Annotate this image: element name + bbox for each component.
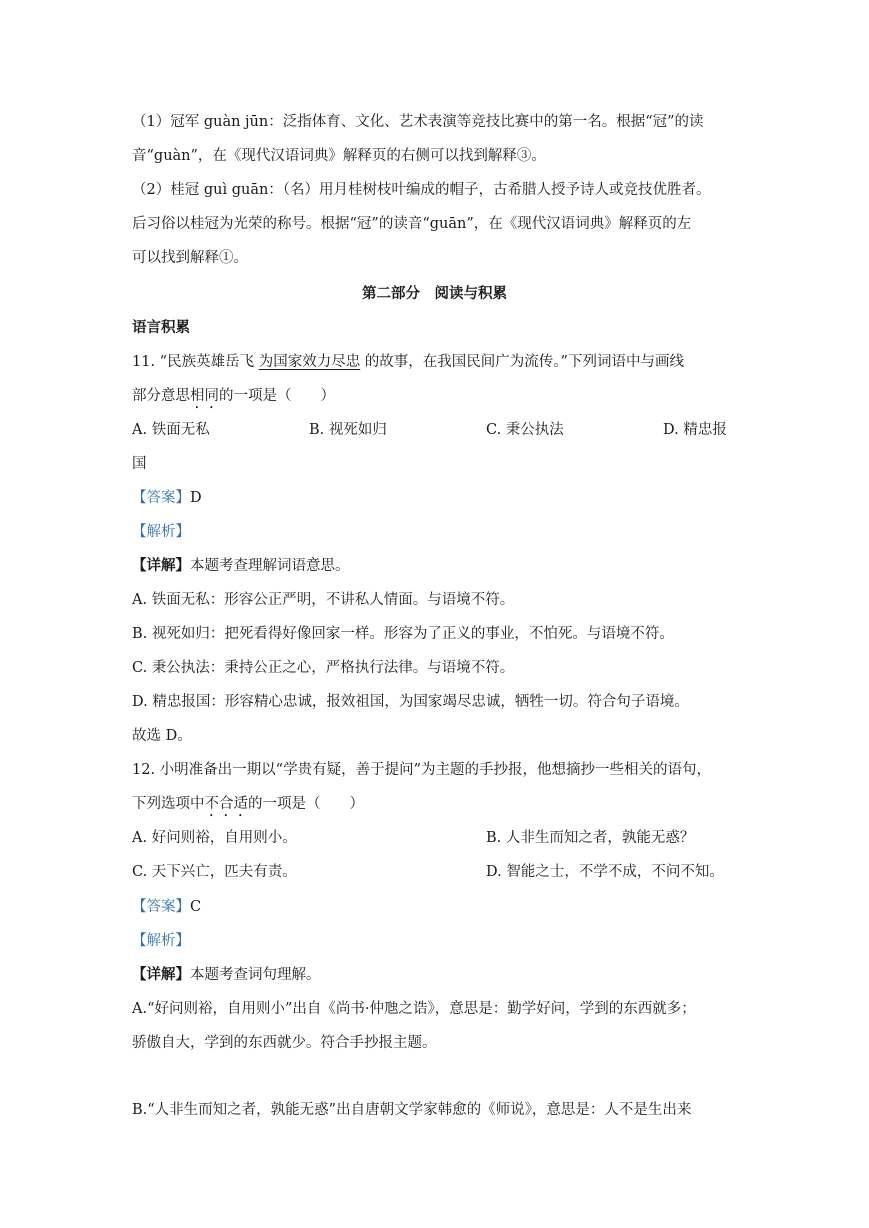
option-d: D. 精忠报 xyxy=(663,422,727,438)
emphasized-words: 不合适 xyxy=(204,796,248,812)
option-c: C. 天下兴亡，匹夫有责。 xyxy=(132,864,297,880)
question-text: 的一项是（ ） xyxy=(219,388,335,404)
section-title: 语言积累 xyxy=(132,319,190,336)
explanation-a: A. 铁面无私：形容公正严明，不讲私人情面。与语境不符。 xyxy=(132,592,515,608)
explanation-a-cont: 骄傲自大，学到的东西就少。符合手抄报主题。 xyxy=(132,1035,437,1051)
option-d-wrap: 国 xyxy=(132,456,147,472)
question-text: 的一项是（ ） xyxy=(248,796,364,812)
explanation-line: （2）桂冠 guì guān：（名）用月桂树枝叶编成的帽子，古希腊人授予诗人或竞技优胜者。 xyxy=(132,182,711,198)
answer-line xyxy=(132,897,201,917)
explanation-d: D. 精忠报国：形容精心忠诚，报效祖国，为国家竭尽忠诚，牺牲一切。符合句子语境。 xyxy=(132,694,689,710)
analysis-tag: 【解析】 xyxy=(132,524,190,540)
option-a: A. 好问则裕，自用则小。 xyxy=(132,830,297,846)
explanation-c: C. 秉公执法：秉持公正之心，严格执行法律。与语境不符。 xyxy=(132,660,515,676)
option-b: B. 人非生而知之者，孰能无惑？ xyxy=(486,830,695,846)
option-b: B. 视死如归 xyxy=(309,422,387,438)
option-a: A. 铁面无私 xyxy=(132,422,210,438)
answer-tag: 【答案】 xyxy=(132,490,190,506)
answer-value: D xyxy=(190,490,202,506)
explanation-line: 音“guàn”，在《现代汉语词典》解释页的右侧可以找到解释③。 xyxy=(132,148,546,164)
question-text: 下列选项中 xyxy=(132,796,205,812)
answer-value: C xyxy=(190,899,202,915)
answer-line xyxy=(132,488,202,508)
option-c: C. 秉公执法 xyxy=(486,422,564,438)
question-text: 的故事，在我国民间广为流传。”下列词语中与画线 xyxy=(360,354,684,370)
detail-text: 本题考查理解词语意思。 xyxy=(190,558,350,574)
detail-tag: 【详解】 xyxy=(132,557,190,574)
explanation-line: （1）冠军 guàn jūn：泛指体育、文化、艺术表演等竞技比赛中的第一名。根据“冠”的读 xyxy=(132,114,704,130)
question-12-stem: 12. 小明准备出一期以“学贵有疑，善于提问”为主题的手抄报，他想摘抄一些相关的语句， xyxy=(132,762,711,778)
conclusion: 故选 D。 xyxy=(132,728,192,744)
detail-line xyxy=(132,965,321,985)
explanation-b: B.“人非生而知之者，孰能无惑”出自唐朝文学家韩愈的《师说》，意思是：人不是生出来 xyxy=(132,1102,692,1118)
option-d: D. 智能之士，不学不成，不问不知。 xyxy=(486,864,724,880)
explanation-line: 可以找到解释①。 xyxy=(132,250,248,266)
part-title: 第二部分 阅读与积累 xyxy=(362,285,507,302)
question-11-stem xyxy=(132,352,684,372)
explanation-a: A.“好问则裕，自用则小”出自《尚书·仲虺之诰》，意思是：勤学好问，学到的东西就多； xyxy=(132,1001,696,1017)
answer-tag: 【答案】 xyxy=(132,899,190,915)
explanation-line: 后习俗以桂冠为光荣的称号。根据“冠”的读音“guān”，在《现代汉语词典》解释页的左 xyxy=(132,216,692,232)
question-text: 部分意思 xyxy=(132,388,190,404)
detail-tag: 【详解】 xyxy=(132,966,190,983)
detail-text: 本题考查词句理解。 xyxy=(190,967,321,983)
analysis-tag: 【解析】 xyxy=(132,933,190,949)
detail-line xyxy=(132,556,350,576)
question-11-stem-cont xyxy=(132,386,335,412)
underlined-phrase: 为国家效力尽忠 xyxy=(258,354,361,370)
emphasized-words: 相同 xyxy=(190,388,219,404)
question-12-stem-cont xyxy=(132,794,364,820)
explanation-b: B. 视死如归：把死看得好像回家一样。形容为了正义的事业，不怕死。与语境不符。 xyxy=(132,626,674,642)
question-text: 11. “民族英雄岳飞 xyxy=(132,354,259,370)
